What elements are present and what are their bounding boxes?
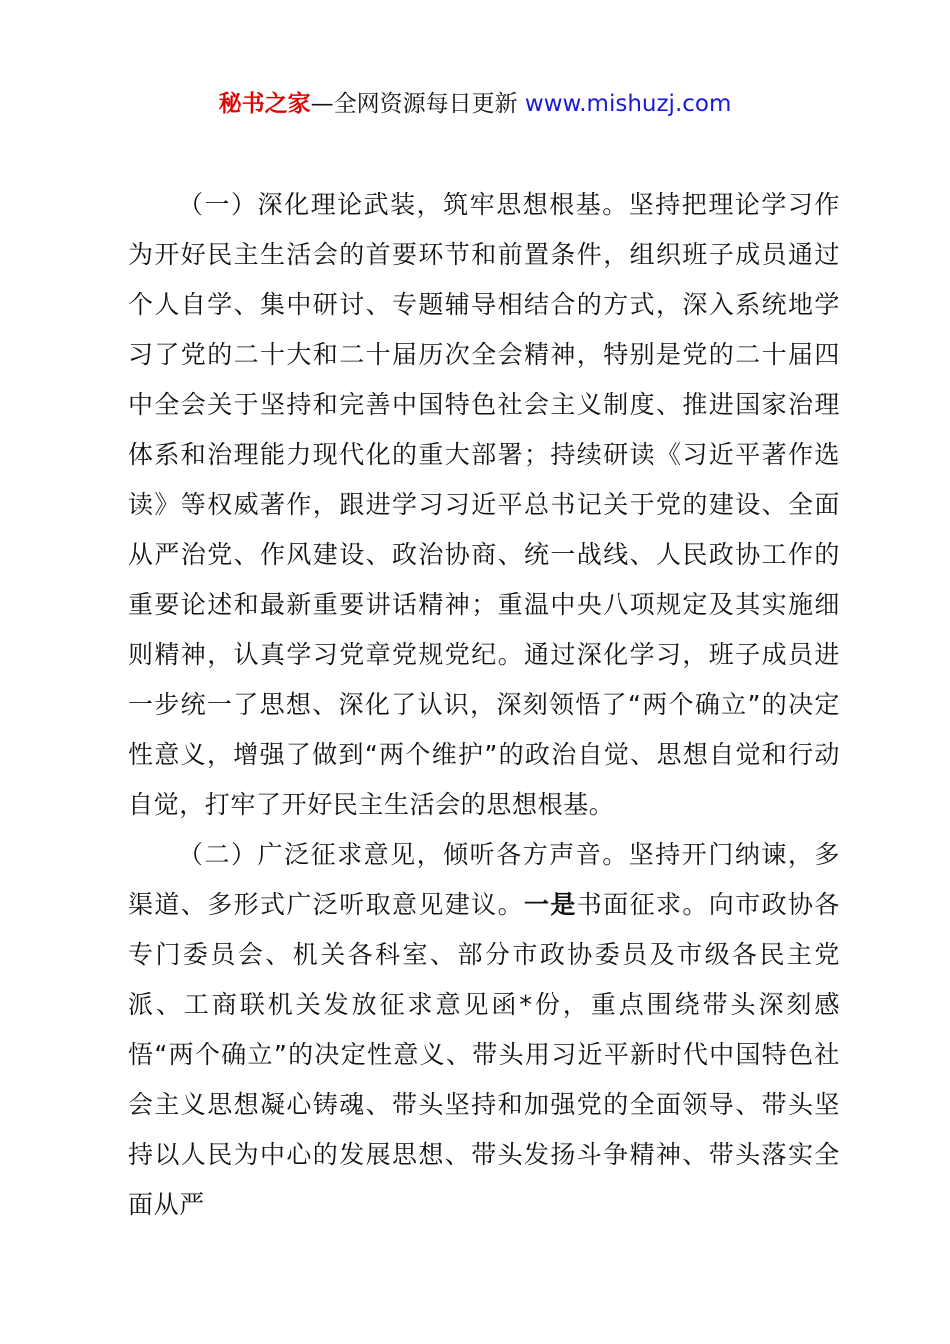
paragraph-2-rest: 书面征求。向市政协各专门委员会、机关各科室、部分市政协委员及市级各民主党派、工商联机关发放征求意见函*份，重点围绕带头深刻感悟“两个确立”的决定性意义、带头用习近平新时代中国特色社会主义思想凝心铸魂、带头坚持和加强党的全面领导、带头坚持以人民为中心的发展思想、带头发扬斗争精神、带头落实全面从严: [128, 890, 840, 1219]
page-header: [0, 86, 950, 122]
paragraph-opinion-collection: [128, 830, 840, 1230]
header-tagline: —全网资源每日更新: [310, 91, 525, 117]
emphasis-first-item: 一是: [523, 890, 577, 919]
paragraph-2-intro: （二）广泛征求意见，倾听各方声音。坚持开门纳谏，多渠道、多形式广泛听取意见建议。: [128, 840, 840, 919]
document-body: [128, 180, 840, 1230]
paragraph-theory-study: （一）深化理论武装，筑牢思想根基。坚持把理论学习作为开好民主生活会的首要环节和前置条件，组织班子成员通过个人自学、集中研讨、专题辅导相结合的方式，深入系统地学习了党的二十大和二十届历次全会精神，特别是党的二十届四中全会关于坚持和完善中国特色社会主义制度、推进国家治理体系和治理能力现代化的重大部署；持续研读《习近平著作选读》等权威著作，跟进学习习近平总书记关于党的建设、全面从严治党、作风建设、政治协商、统一战线、人民政协工作的重要论述和最新重要讲话精神；重温中央八项规定及其实施细则精神，认真学习党章党规党纪。通过深化学习，班子成员进一步统一了思想、深化了认识，深刻领悟了“两个确立”的决定性意义，增强了做到“两个维护”的政治自觉、思想自觉和行动自觉，打牢了开好民主生活会的思想根基。: [128, 190, 840, 819]
brand-name: 秘书之家: [218, 91, 311, 117]
site-url-link[interactable]: www.mishuzj.com: [524, 91, 732, 117]
